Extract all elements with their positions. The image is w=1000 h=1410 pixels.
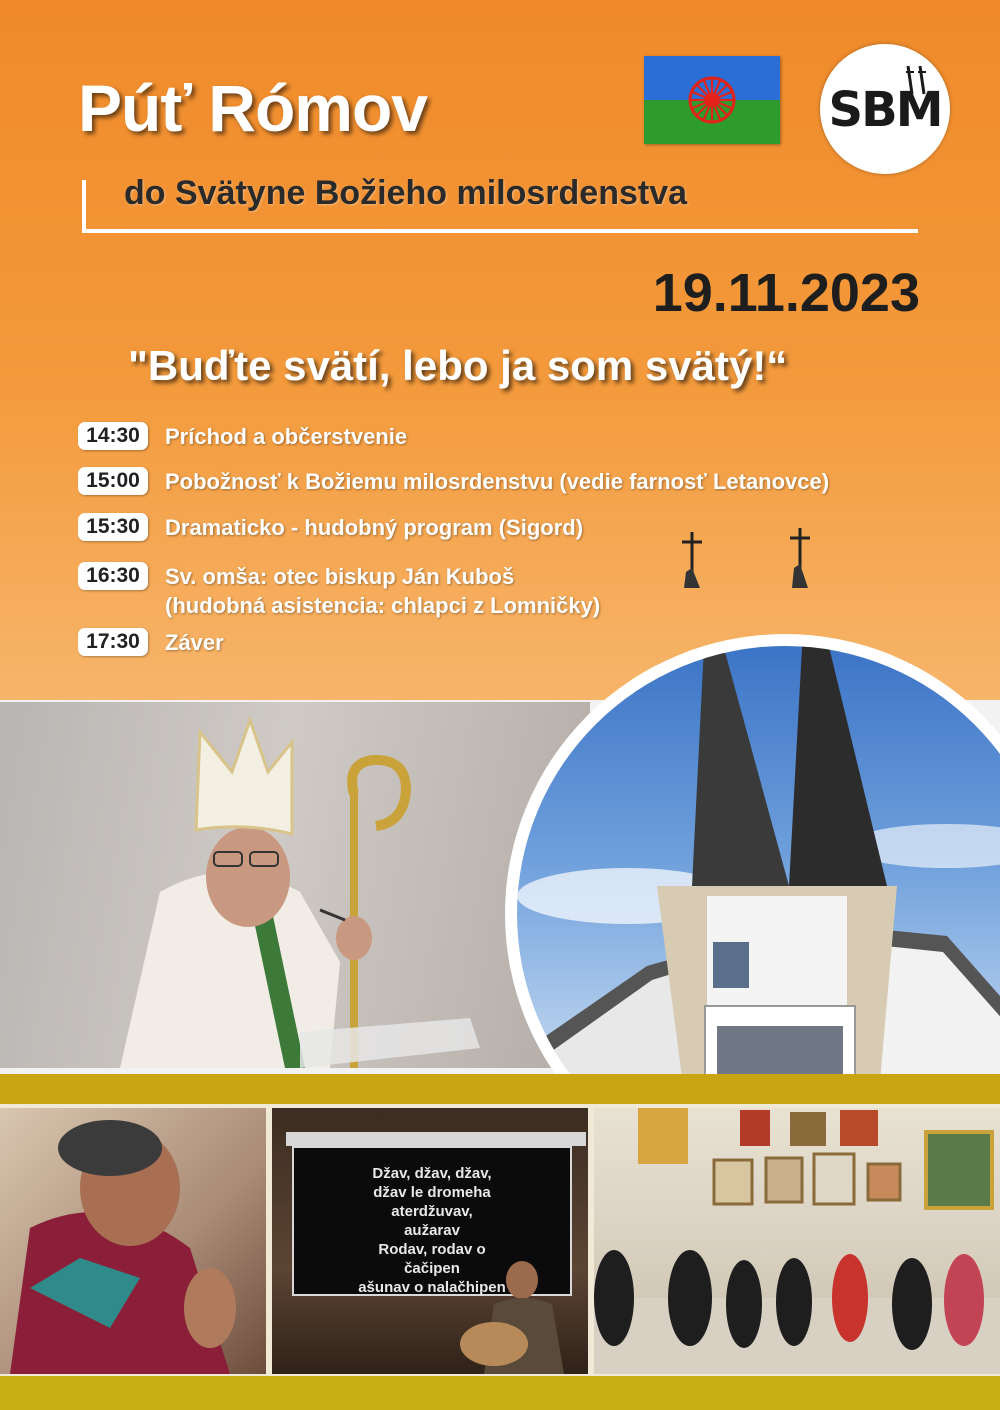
gallery-group-photo [594, 1108, 1000, 1374]
schedule-item [78, 467, 829, 496]
poster-title: Púť Rómov [78, 71, 427, 145]
schedule-time: 16:30 [78, 562, 148, 590]
schedule-item [78, 422, 407, 451]
bottom-band [0, 1376, 1000, 1410]
bottom-band-top [0, 1074, 1000, 1104]
title-rule-horizontal [82, 229, 918, 233]
schedule-description: Záver [165, 630, 224, 655]
schedule-time: 15:00 [78, 467, 148, 495]
bishop-illustration [0, 702, 590, 1068]
schedule-description: Pobožnosť k Božiemu milosrdenstvu (vedie farnosť Letanovce) [165, 469, 830, 494]
schedule-time: 17:30 [78, 628, 148, 656]
schedule-time: 14:30 [78, 422, 148, 450]
schedule-item [78, 513, 583, 542]
sbm-logo [820, 44, 950, 174]
event-motto: "Buďte svätí, lebo ja som svätý!“ [128, 342, 788, 389]
poster-subtitle: do Svätyne Božieho milosrdenstva [124, 174, 688, 212]
schedule-time: 15:30 [78, 513, 148, 541]
spire-crosses-icon [660, 528, 830, 588]
logo-text: SBM [828, 82, 942, 138]
bishop-photo [0, 702, 590, 1068]
guitar-player-illustration [272, 1108, 588, 1374]
song-lyrics: Džav, džav, džav, džav le dromeha aterdžuvav, aužarav Rodav, rodav o čačipen ašunav o nalačhipen [358, 1165, 506, 1296]
schedule-description-note: (hudobná asistencia: chlapci z Lomničky) [165, 593, 601, 618]
title-rule-vertical [82, 180, 86, 233]
gallery-group-illustration [594, 1108, 1000, 1374]
schedule-item [78, 628, 224, 657]
lyrics-photo [272, 1108, 588, 1374]
schedule-description: Dramaticko - hudobný program (Sigord) [165, 515, 584, 540]
praying-woman-photo [0, 1108, 266, 1374]
romani-flag-icon [644, 56, 780, 144]
praying-woman-illustration [0, 1108, 266, 1374]
schedule-description: Príchod a občerstvenie [165, 424, 408, 449]
schedule-description: Sv. omša: otec biskup Ján Kuboš [165, 564, 515, 589]
schedule-item [78, 562, 600, 620]
event-date: 19.11.2023 [652, 263, 920, 323]
